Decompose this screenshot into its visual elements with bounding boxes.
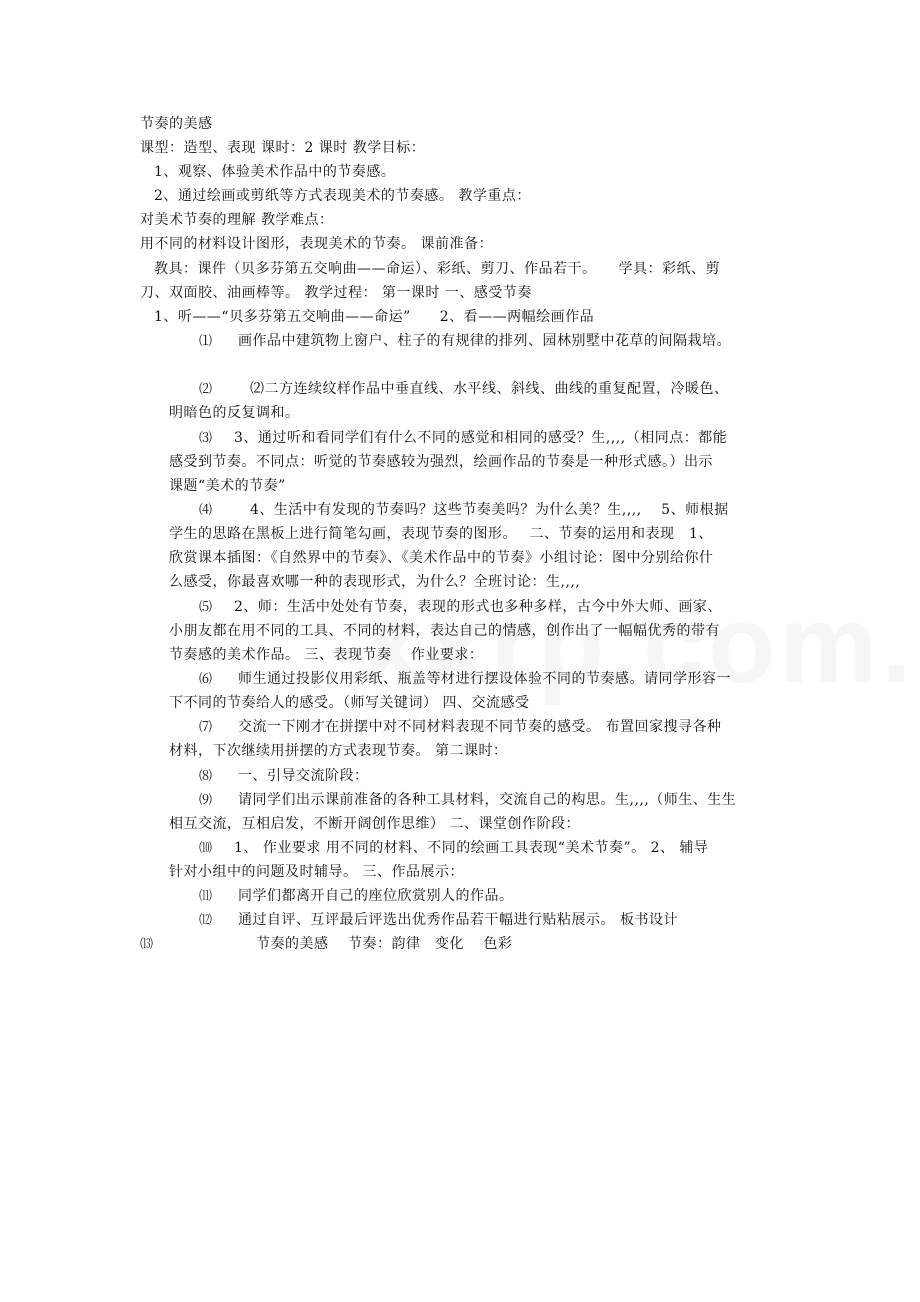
item-line: 4、生活中有发现的节奏吗？这些节奏美吗？为什么美？生,,,, 5、师根据 bbox=[250, 502, 729, 518]
item-number: ⑵ bbox=[199, 381, 213, 396]
item-line: 小朋友都在用不同的工具、不同的材料，表达自己的情感，创作出了一幅幅优秀的带有 bbox=[169, 623, 720, 639]
item-line: 明暗色的反复调和。 bbox=[169, 405, 300, 421]
item-number: ⑼ bbox=[199, 792, 213, 807]
item-line: 3、通过听和看同学们有什么不同的感觉和相同的感受？生,,,,（相同点：都能 bbox=[234, 430, 728, 446]
item-line: 师生通过投影仪用彩纸、瓶盖等材进行摆设体验不同的节奏感。请同学形容一 bbox=[238, 671, 731, 687]
item-number: ⑺ bbox=[199, 719, 213, 734]
item-line: 欣赏课本插图：《自然界中的节奏》、《美术作品中的节奏》小组讨论：图中分别给你什 bbox=[169, 550, 714, 566]
item-line: 1、 作业要求 用不同的材料、不同的绘画工具表现“美术节奏”。 2、 辅导 bbox=[234, 840, 709, 856]
item-line: 下不同的节奏给人的感受。（师写关键词） 四、交流感受 bbox=[169, 695, 530, 711]
item-line: 感受到节奏。不同点：听觉的节奏感较为强烈，绘画作品的节奏是一种形式感。）出示 bbox=[169, 454, 713, 470]
header-line: 2、通过绘画或剪纸等方式表现美术的节奏感。 教学重点： bbox=[154, 188, 531, 204]
item-line: 学生的思路在黑板上进行简笔勾画，表现节奏的图形。 二、节奏的运用和表现 1、 bbox=[169, 526, 713, 542]
header-line: 1、听——“贝多芬第五交响曲——命运” 2、看——两幅绘画作品 bbox=[154, 309, 595, 325]
item-line: 交流一下刚才在拼摆中对不同材料表现不同节奏的感受。 布置回家搜寻各种 bbox=[238, 719, 722, 735]
document-title: 节奏的美感 bbox=[140, 116, 213, 132]
item-number: ⑿ bbox=[199, 912, 213, 927]
item-number: ⑷ bbox=[199, 502, 213, 517]
item-line: 2、师：生活中处处有节奏，表现的形式也多种多样，古今中外大师、画家、 bbox=[234, 599, 722, 615]
item-number: ⒀ bbox=[140, 936, 154, 951]
item-number: ⑹ bbox=[199, 671, 213, 686]
header-line: 对美术节奏的理解 教学难点： bbox=[140, 212, 334, 228]
item-line: 材料，下次继续用拼摆的方式表现节奏。 第二课时： bbox=[169, 743, 508, 759]
header-line: 课型：造型、表现 课时：2 课时 教学目标： bbox=[140, 140, 426, 156]
item-line: 么感受，你最喜欢哪一种的表现形式，为什么？全班讨论：生,,,, bbox=[169, 574, 581, 590]
item-number: ⑶ bbox=[199, 430, 213, 445]
item-number: ⑾ bbox=[199, 888, 213, 903]
item-number: ⑽ bbox=[199, 840, 213, 855]
header-line: 1、观察、体验美术作品中的节奏感。 bbox=[154, 164, 396, 180]
item-line: 节奏感的美术作品。 三、表现节奏 作业要求： bbox=[169, 647, 484, 663]
item-line: 一、引导交流阶段： bbox=[238, 768, 369, 784]
item-line: 请同学们出示课前准备的各种工具材料，交流自己的构思。生,,,,（师生、生生 bbox=[238, 792, 737, 808]
header-line: 刀、双面胶、油画棒等。 教学过程： 第一课时 一、感受节奏 bbox=[140, 285, 532, 301]
item-line: 课题“美术的节奏” bbox=[169, 478, 286, 494]
item-line: 通过自评、互评最后评选出优秀作品若干幅进行贴粘展示。 板书设计 bbox=[238, 912, 678, 928]
item-line: 相互交流，互相启发，不断开阔创作思维） 二、课堂创作阶段： bbox=[169, 816, 580, 832]
item-line: 画作品中建筑物上窗户、柱子的有规律的排列、园林别墅中花草的间隔栽培。 bbox=[238, 333, 731, 349]
header-line: 教具：课件（贝多芬第五交响曲——命运）、彩纸、剪刀、作品若干。 学具：彩纸、剪 bbox=[154, 261, 720, 277]
item-line: 针对小组中的问题及时辅导。 三、作品展示： bbox=[169, 864, 464, 880]
item-number: ⑸ bbox=[199, 599, 213, 614]
item-line: ⑵二方连续纹样作品中垂直线、水平线、斜线、曲线的重复配置，冷暖色、 bbox=[250, 381, 729, 397]
item-line: 节奏的美感 节奏：韵律 变化 色彩 bbox=[256, 936, 513, 952]
item-number: ⑴ bbox=[199, 333, 213, 348]
header-line: 用不同的材料设计图形，表现美术的节奏。 课前准备： bbox=[140, 236, 493, 252]
item-line: 同学们都离开自己的座位欣赏别人的作品。 bbox=[238, 888, 514, 904]
item-number: ⑻ bbox=[199, 768, 213, 783]
